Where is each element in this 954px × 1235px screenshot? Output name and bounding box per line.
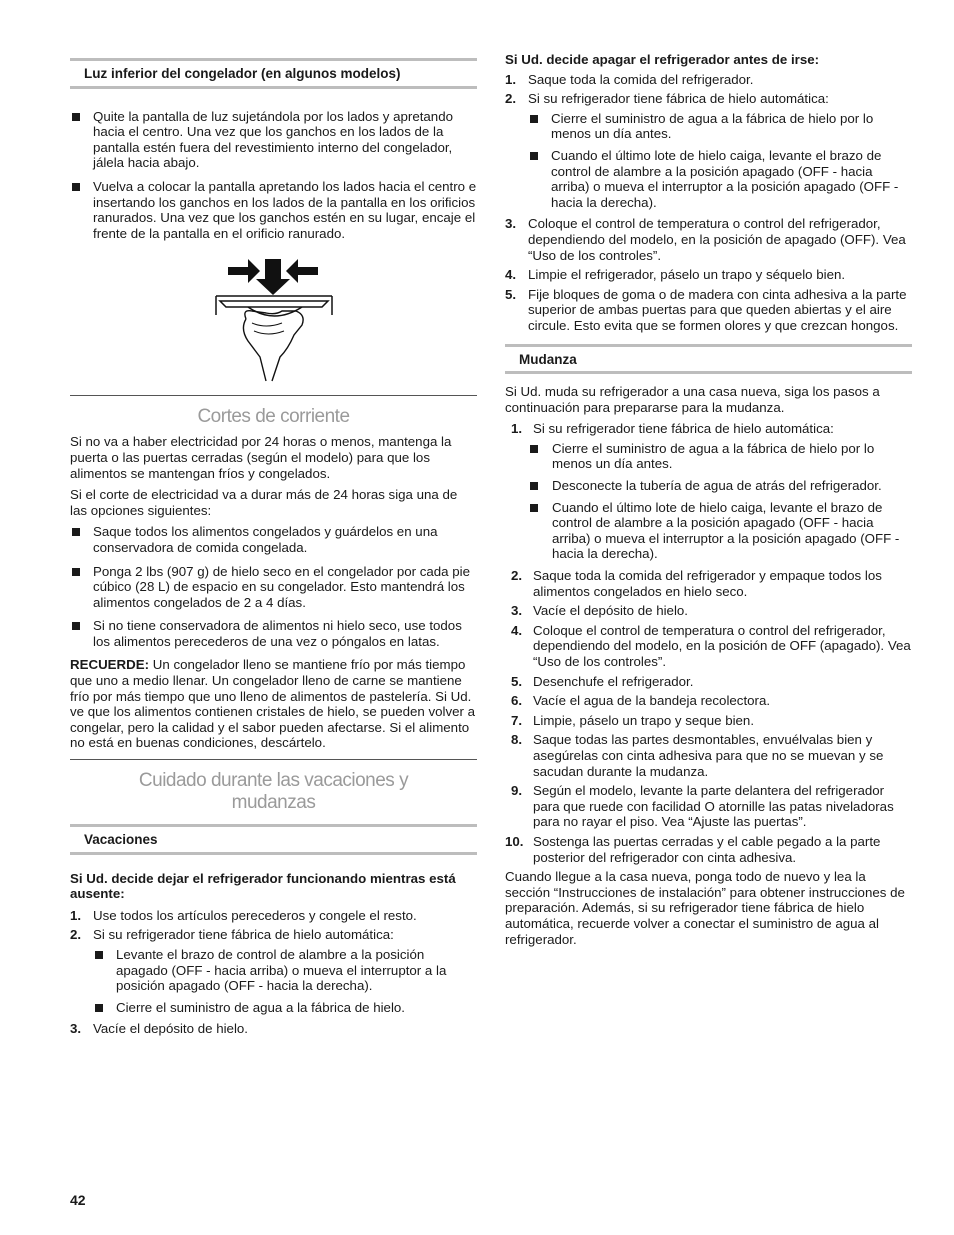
list-item: 2. Si su refrigerador tiene fábrica de hielo automática:	[70, 927, 394, 943]
subheading-vacaciones: Vacaciones	[70, 824, 477, 855]
subheading-mudanza: Mudanza	[505, 344, 912, 375]
list-item: 4. Limpie el refrigerador, páselo un trapo y séquelo bien.	[505, 267, 846, 283]
list-item: 5. Desenchufe el refrigerador.	[511, 673, 694, 689]
paragraph: Si el corte de electricidad va a durar más de 24 horas siga una de las opciones siguientes:	[70, 487, 458, 518]
paragraph: Si no va a haber electricidad por 24 horas o menos, mantenga la puerta o las puertas cerradas (según el modelo) para que los alimentos se mantengan fríos y congelados.	[70, 434, 452, 481]
sub-bullet-item: Desconecte la tubería de agua de atrás del refrigerador.	[505, 478, 912, 494]
sub-bullet-item: Cierre el suministro de agua a la fábrica de hielo por lo menos un día antes.	[505, 441, 912, 472]
list-item: 4. Coloque el control de temperatura o control del refrigerador, dependiendo del modelo, en la posición de OFF (apagado). Vea “Uso de los controles”.	[511, 622, 911, 669]
list-item: 2. Si su refrigerador tiene fábrica de hielo automática:	[505, 91, 829, 107]
light-shield-diagram	[70, 249, 477, 384]
arrow-down-icon	[256, 259, 290, 295]
bullet-item: Saque todos los alimentos congelados y guárdelos en una conservadora de comida congelada.	[70, 524, 477, 555]
list-item: 8. Saque todas las partes desmontables, envuélvalas bien y asegúrelas con cinta adhesiva para que no se muevan y se sacudan durante la mudanza.	[511, 732, 884, 779]
list-item: 2. Saque toda la comida del refrigerador y empaque todos los alimentos congelados en hielo seco.	[511, 568, 882, 599]
sub-bullet-item: Cierre el suministro de agua a la fábrica de hielo por lo menos un día antes.	[505, 111, 912, 142]
light-shield-illustration	[70, 249, 477, 387]
subheading-luz: Luz inferior del congelador (en algunos modelos)	[70, 58, 477, 89]
list-item: 3. Coloque el control de temperatura o control del refrigerador, dependiendo del modelo, en la posición de apagado (OFF). Vea “Uso de los controles”.	[505, 216, 906, 263]
apagar-heading: Si Ud. decide apagar el refrigerador antes de irse:	[505, 52, 820, 67]
list-item: 1. Saque toda la comida del refrigerador.	[505, 71, 754, 87]
arrow-left-icon	[286, 259, 318, 283]
bullet-item: Quite la pantalla de luz sujetándola por los lados y apretando hacia el centro. Una vez que los ganchos en los lados de la pantalla estén fuera del revestimiento interno del congelador, jálela hacia abajo.	[70, 109, 477, 171]
bullet-item: Si no tiene conservadora de alimentos ni hielo seco, use todos los alimentos perecederos de una vez o póngalos en latas.	[70, 618, 477, 649]
sub-bullet-item: Cuando el último lote de hielo caiga, levante el brazo de control de alambre a la posición apagado (OFF - hacia arriba) o mueva el interruptor a la posición apagado (OFF - hacia la derecha).	[505, 500, 912, 562]
list-item: 6. Vacíe el agua de la bandeja recolectora.	[511, 693, 771, 709]
list-item: 9. Según el modelo, levante la parte delantera del refrigerador para que ruede con facilidad O atornille las patas niveladoras para no rayar el piso. Vea “Ajuste las puertas”.	[511, 783, 894, 830]
list-item: 7. Limpie, páselo un trapo y seque bien.	[511, 712, 755, 728]
paragraph: Si Ud. muda su refrigerador a una casa nueva, siga los pasos a continuación para prepararse para la mudanza.	[505, 384, 880, 415]
list-item: 1. Si su refrigerador tiene fábrica de hielo automática:	[511, 421, 834, 437]
list-item: 3. Vacíe el depósito de hielo.	[70, 1021, 248, 1037]
left-column	[70, 58, 477, 1041]
right-column	[505, 52, 912, 953]
closing-paragraph: Cuando llegue a la casa nueva, ponga todo de nuevo y lea la sección “Instrucciones de instalación” para obtener instrucciones de preparación. Además, si su refrigerador tiene fábrica de hielo automática, recuerde volver a conectar el suministro de agua al refrigerador.	[505, 869, 905, 947]
section-heading-cuidado: Cuidado durante las vacaciones y mudanzas	[70, 759, 477, 814]
bullet-item: Ponga 2 lbs (907 g) de hielo seco en el congelador por cada pie cúbico (28 L) de espacio en su congelador. Esto mantendrá los alimentos congelados de 2 a 4 días.	[70, 564, 477, 611]
recuerde-paragraph	[70, 657, 477, 751]
sub-bullet-item: Cierre el suministro de agua a la fábrica de hielo.	[70, 1000, 477, 1016]
mudanza-list	[505, 421, 912, 865]
recuerde-label: RECUERDE:	[70, 657, 150, 673]
arrow-right-icon	[228, 259, 260, 283]
bullet-item: Vuelva a colocar la pantalla apretando los lados hacia el centro e insertando los ganchos en los lados de la pantalla en los orificios ranurados. Una vez que los ganchos estén en su lugar, encaje el frente de la pantalla en el orificio ranurado.	[70, 179, 477, 241]
list-item: 5. Fije bloques de goma o de madera con cinta adhesiva a la parte superior de ambas puertas para que queden abiertas y el aire circule. Esto evita que se formen olores y que crezcan hongos.	[505, 286, 907, 333]
funcionando-heading: Si Ud. decide dejar el refrigerador funcionando mientras está ausente:	[70, 870, 456, 902]
list-item: 3. Vacíe el depósito de hielo.	[511, 603, 688, 619]
recuerde-text: Un congelador lleno se mantiene frío por más tiempo que uno a medio llenar. Un congelador lleno de carne se mantiene frío por más tiempo que uno lleno de alimentos de pastelería. Si Ud. ve que los alimentos contienen cristales de hielo, se pueden volver a congelar, pero la calidad y el sabor pueden afectarse. Si el alimento no está en buenas condiciones, descártelo.	[70, 657, 476, 751]
list-item: 10. Sostenga las puertas cerradas y el cable pegado a la parte posterior del refrigerador con cinta adhesiva.	[505, 833, 881, 865]
list-item: 1. Use todos los artículos perecederos y congele el resto.	[70, 907, 417, 923]
page-number: 42	[70, 1192, 86, 1208]
sub-bullet-item: Cuando el último lote de hielo caiga, levante el brazo de control de alambre a la posición apagado (OFF - hacia arriba) o mueva el interruptor a la posición apagado (OFF - hacia la derecha).	[505, 148, 912, 210]
sub-bullet-item: Levante el brazo de control de alambre a la posición apagado (OFF - hacia arriba) o mueva el interruptor a la posición apagado (OFF - hacia la derecha).	[70, 947, 477, 994]
section-heading-cortes: Cortes de corriente	[70, 395, 477, 428]
